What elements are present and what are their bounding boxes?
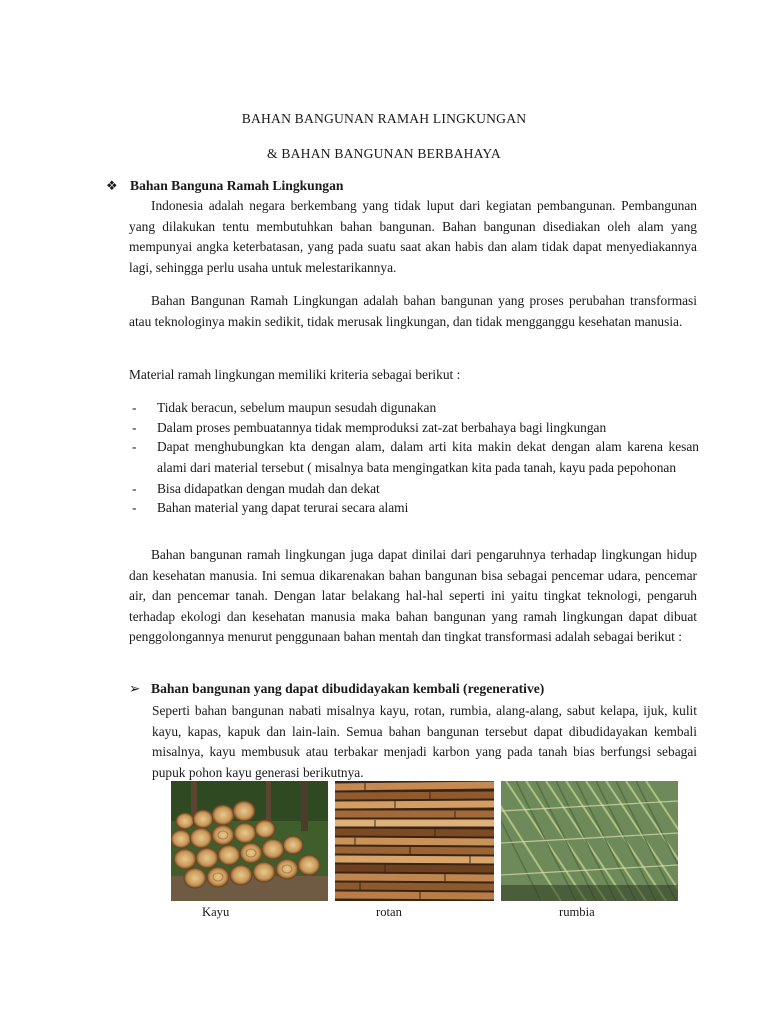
section1-heading-row bbox=[106, 178, 343, 194]
diamond-bullet-icon: ❖ bbox=[106, 178, 118, 193]
wood-logs-photo bbox=[171, 781, 328, 901]
arrow-bullet-icon: ➢ bbox=[129, 681, 141, 696]
paragraph-intro: Indonesia adalah negara berkembang yang tidak luput dari kegiatan pembangunan. Pembangunan yang dilakukan tentu membutuhkan bahan bangunan. Bahan bangunan disediakan oleh alam yang mempunyai angka keterbatasan, yang pada suatu saat akan habis dan alam tidak dapat menyediakannya lagi, sehingga perlu usaha untuk melestarikannya. bbox=[129, 198, 697, 275]
section2-heading: Bahan bangunan yang dapat dibudidayakan kembali (regenerative) bbox=[151, 681, 545, 696]
caption-rumbia: rumbia bbox=[559, 905, 595, 919]
document-title: BAHAN BANGUNAN RAMAH LINGKUNGAN bbox=[241, 111, 527, 126]
section1-heading: Bahan Banguna Ramah Lingkungan bbox=[130, 178, 344, 193]
paragraph-regenerative: Seperti bahan bangunan nabati misalnya kayu, rotan, rumbia, alang-alang, sabut kelapa, ijuk, kulit kayu, kapas, kapuk dan lain-lain. Semua bahan bangunan tersebut dapat dibudidayakan kembali misalnya, kayu membusuk atau terbakar menjadi karbon yang pada tanah bias berfungsi sebagai pupuk pohon kayu generasi berikutnya. bbox=[152, 703, 697, 780]
paragraph-definition: Bahan Bangunan Ramah Lingkungan adalah bahan bangunan yang proses perubahan transformasi atau teknologinya makin sedikit, tidak merusak lingkungan, dan tidak mengganggu kesehatan manusia. bbox=[129, 293, 697, 329]
list-item: - Bisa didapatkan dengan mudah dan dekat bbox=[132, 480, 380, 496]
paragraph-assessment: Bahan bangunan ramah lingkungan juga dapat dinilai dari pengaruhnya terhadap lingkungan hidup dan kesehatan manusia. Ini semua dikarenakan bahan bangunan bisa sebagai pencemar udara, pencemar air, dan pencemar tanah. Dengan latar belakang hal-hal seperti ini yaitu tingkat teknologi, pengaruh terhadap ekologi dan kesehatan manusia maka bahan bangunan yang ramah lingkungan dapat dibuat penggolongannya menurut penggunaan bahan mentah dan tingkat transformasi adalah sebagai berikut : bbox=[129, 547, 697, 645]
paragraph-criteria-intro: Material ramah lingkungan memiliki kriteria sebagai berikut : bbox=[129, 367, 461, 382]
caption-kayu: Kayu bbox=[202, 905, 230, 919]
document-subtitle: & BAHAN BANGUNAN BERBAHAYA bbox=[267, 146, 501, 161]
list-item: - Bahan material yang dapat terurai secara alami bbox=[132, 500, 409, 516]
rattan-photo bbox=[335, 781, 494, 901]
list-item: - Tidak beracun, sebelum maupun sesudah digunakan bbox=[132, 400, 437, 415]
section2-heading-row bbox=[129, 681, 544, 697]
list-item: - Dalam proses pembuatannya tidak memproduksi zat-zat berbahaya bagi lingkungan bbox=[132, 419, 607, 435]
caption-rotan: rotan bbox=[376, 905, 402, 919]
criteria-list bbox=[129, 398, 699, 518]
rumbia-thatch-photo bbox=[501, 781, 678, 901]
list-item: - Dapat menghubungkan kta dengan alam, dalam arti kita makin dekat dengan alam karena kesan alami dari material tersebut ( misalnya bata mengingatkan kita pada tanah, kayu pada pepohonan bbox=[132, 439, 699, 475]
